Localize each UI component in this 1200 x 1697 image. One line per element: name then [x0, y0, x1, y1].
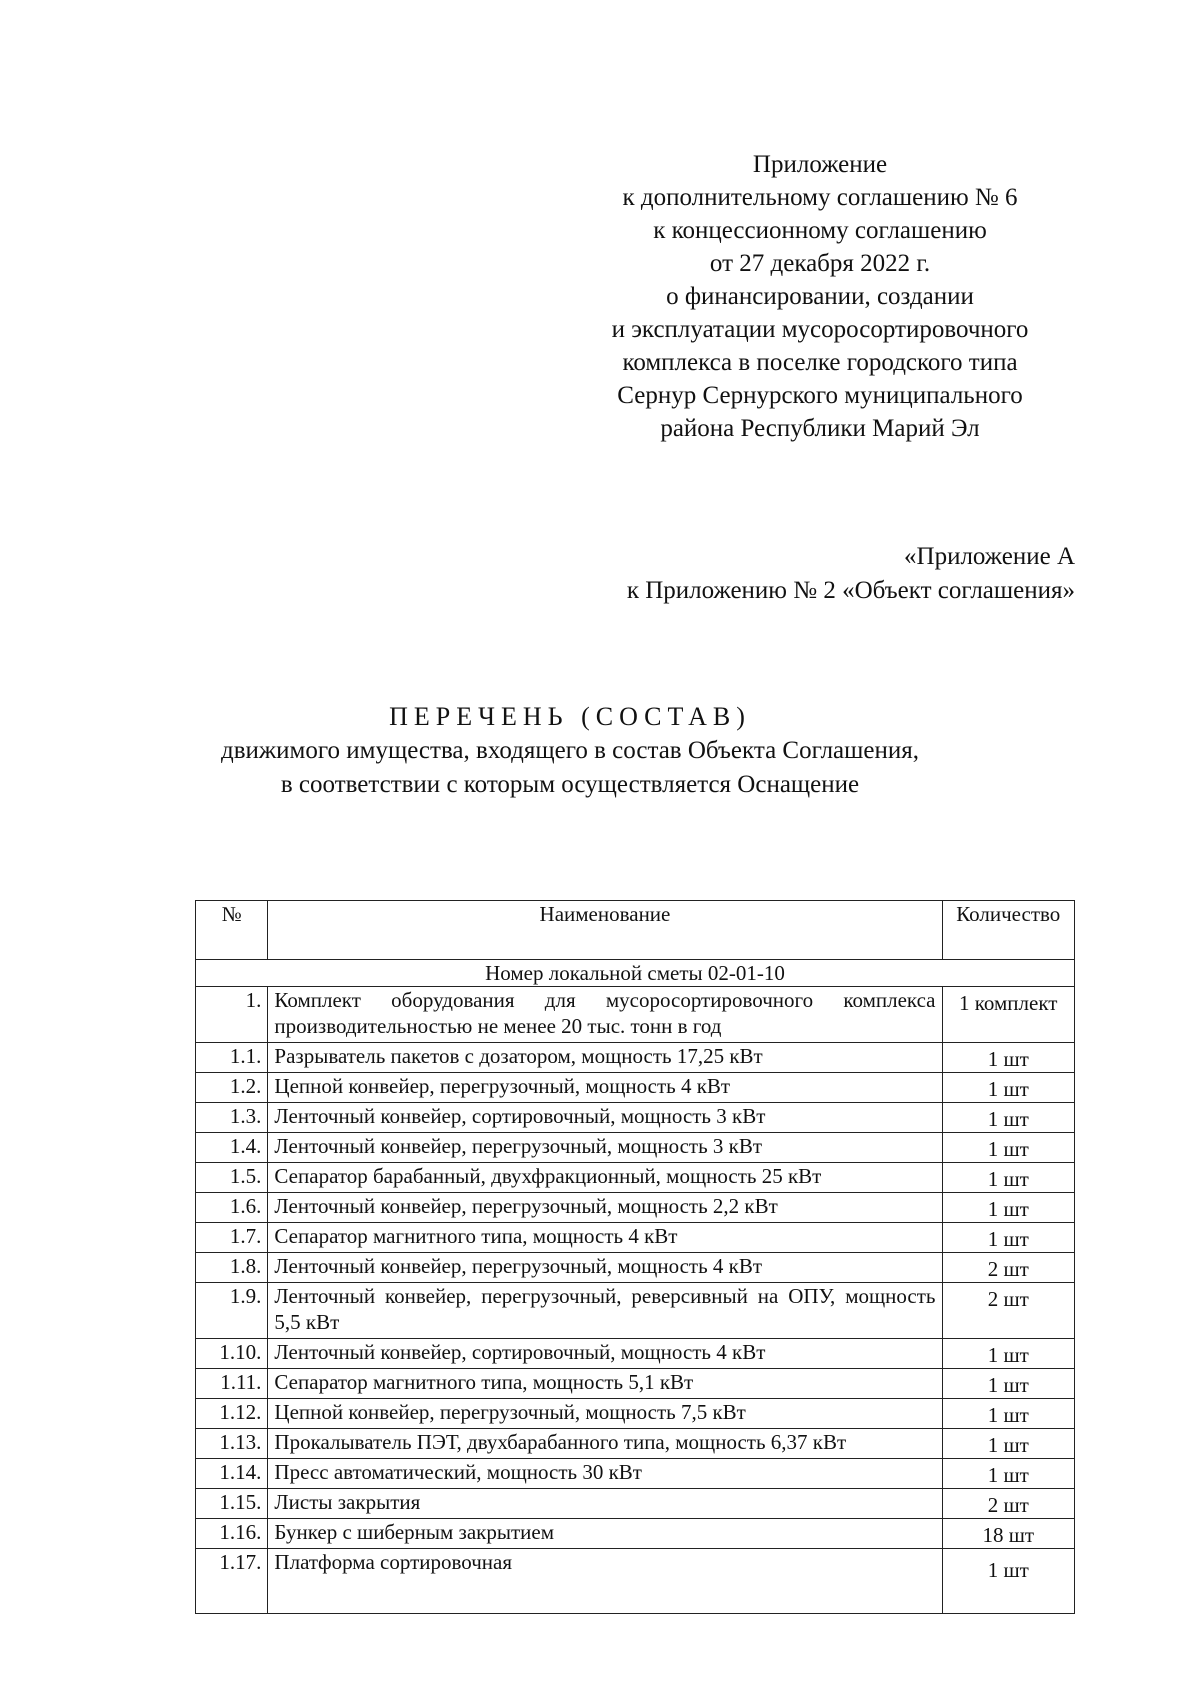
table-row	[196, 1399, 1075, 1429]
annex-reference	[475, 540, 1075, 608]
row-number: 1.10.	[196, 1339, 268, 1369]
row-number: 1.1.	[196, 1043, 268, 1073]
table-row	[196, 1283, 1075, 1339]
row-name: Бункер с шиберным закрытием	[268, 1519, 942, 1549]
header-line: Приложение	[752, 151, 888, 178]
row-number: 1.4.	[196, 1133, 268, 1163]
row-name: Ленточный конвейер, перегрузочный, мощность 3 кВт	[268, 1133, 942, 1163]
table-row	[196, 1103, 1075, 1133]
header-line: о финансировании, создании	[666, 283, 974, 310]
row-name: Пресс автоматический, мощность 30 кВт	[268, 1459, 942, 1489]
table-row	[196, 1549, 1075, 1614]
row-number: 1.13.	[196, 1429, 268, 1459]
row-quantity: 1 шт	[942, 1429, 1075, 1459]
header-quantity: Количество	[942, 901, 1075, 960]
document-title	[0, 700, 1200, 802]
row-number: 1.14.	[196, 1459, 268, 1489]
table-row	[196, 1339, 1075, 1369]
row-number: 1.8.	[196, 1253, 268, 1283]
table-row	[196, 1163, 1075, 1193]
row-quantity: 1 шт	[942, 1339, 1075, 1369]
header-line: от 27 декабря 2022 г.	[709, 250, 931, 277]
appendix-header	[560, 148, 1080, 445]
row-name: Ленточный конвейер, сортировочный, мощность 4 кВт	[268, 1339, 942, 1369]
row-quantity: 1 шт	[942, 1163, 1075, 1193]
row-name: Разрыватель пакетов с дозатором, мощность 17,25 кВт	[268, 1043, 942, 1073]
annex-line-2: к Приложению № 2 «Объект соглашения»	[626, 577, 1075, 604]
row-name: Цепной конвейер, перегрузочный, мощность 7,5 кВт	[268, 1399, 942, 1429]
row-quantity: 18 шт	[942, 1519, 1075, 1549]
row-number: 1.16.	[196, 1519, 268, 1549]
row-quantity: 1 шт	[942, 1043, 1075, 1073]
row-name: Ленточный конвейер, перегрузочный, реверсивный на ОПУ, мощность 5,5 кВт	[268, 1283, 942, 1339]
row-number: 1.15.	[196, 1489, 268, 1519]
row-quantity: 1 шт	[942, 1399, 1075, 1429]
row-name: Листы закрытия	[268, 1489, 942, 1519]
title-subtitle-1: движимого имущества, входящего в состав Объекта Соглашения,	[221, 737, 919, 764]
table-row	[196, 1043, 1075, 1073]
section-row	[196, 960, 1075, 987]
row-name: Ленточный конвейер, сортировочный, мощность 3 кВт	[268, 1103, 942, 1133]
header-number: №	[196, 901, 268, 960]
row-name: Комплект оборудования для мусоросортировочного комплекса производительностью не менее 20 тыс. тонн в год	[268, 987, 942, 1043]
table-row	[196, 1223, 1075, 1253]
table-row	[196, 987, 1075, 1043]
table-row	[196, 1369, 1075, 1399]
header-line: к дополнительному соглашению № 6	[622, 184, 1018, 211]
row-quantity: 1 комплект	[942, 987, 1075, 1043]
row-quantity: 1 шт	[942, 1223, 1075, 1253]
section-title: Номер локальной сметы 02-01-10	[196, 960, 1075, 987]
table-header-row	[196, 901, 1075, 960]
row-number: 1.9.	[196, 1283, 268, 1339]
items-table	[195, 900, 1075, 1614]
row-number: 1.2.	[196, 1073, 268, 1103]
row-quantity: 1 шт	[942, 1549, 1075, 1614]
table-row	[196, 1489, 1075, 1519]
row-number: 1.3.	[196, 1103, 268, 1133]
row-number: 1.12.	[196, 1399, 268, 1429]
row-quantity: 2 шт	[942, 1489, 1075, 1519]
items-table-wrapper	[195, 900, 1075, 1614]
row-quantity: 1 шт	[942, 1073, 1075, 1103]
row-number: 1.7.	[196, 1223, 268, 1253]
row-name: Платформа сортировочная	[268, 1549, 942, 1614]
table-row	[196, 1193, 1075, 1223]
table-row	[196, 1519, 1075, 1549]
row-name: Сепаратор магнитного типа, мощность 4 кВт	[268, 1223, 942, 1253]
row-name: Ленточный конвейер, перегрузочный, мощность 4 кВт	[268, 1253, 942, 1283]
row-name: Ленточный конвейер, перегрузочный, мощность 2,2 кВт	[268, 1193, 942, 1223]
header-line: района Республики Марий Эл	[660, 415, 980, 442]
row-number: 1.	[196, 987, 268, 1043]
row-number: 1.6.	[196, 1193, 268, 1223]
table-row	[196, 1459, 1075, 1489]
row-quantity: 1 шт	[942, 1133, 1075, 1163]
row-name: Сепаратор магнитного типа, мощность 5,1 кВт	[268, 1369, 942, 1399]
row-name: Сепаратор барабанный, двухфракционный, мощность 25 кВт	[268, 1163, 942, 1193]
annex-line-1: «Приложение А	[904, 543, 1075, 570]
row-quantity: 2 шт	[942, 1283, 1075, 1339]
table-row	[196, 1133, 1075, 1163]
header-line: к концессионному соглашению	[653, 217, 987, 244]
title-subtitle-2: в соответствии с которым осуществляется Оснащение	[280, 771, 860, 798]
row-name: Цепной конвейер, перегрузочный, мощность 4 кВт	[268, 1073, 942, 1103]
table-row	[196, 1253, 1075, 1283]
header-line: комплекса в поселке городского типа	[622, 349, 1018, 376]
row-name: Прокалыватель ПЭТ, двухбарабанного типа, мощность 6,37 кВт	[268, 1429, 942, 1459]
header-line: Сернур Сернурского муниципального	[617, 382, 1023, 409]
table-row	[196, 1429, 1075, 1459]
row-quantity: 1 шт	[942, 1459, 1075, 1489]
header-line: и эксплуатации мусоросортировочного	[611, 316, 1029, 343]
header-name: Наименование	[268, 901, 942, 960]
row-number: 1.5.	[196, 1163, 268, 1193]
table-row	[196, 1073, 1075, 1103]
title-main: ПЕРЕЧЕНЬ (СОСТАВ)	[389, 702, 751, 731]
row-number: 1.17.	[196, 1549, 268, 1614]
row-quantity: 1 шт	[942, 1103, 1075, 1133]
row-quantity: 1 шт	[942, 1193, 1075, 1223]
row-number: 1.11.	[196, 1369, 268, 1399]
row-quantity: 1 шт	[942, 1369, 1075, 1399]
row-quantity: 2 шт	[942, 1253, 1075, 1283]
